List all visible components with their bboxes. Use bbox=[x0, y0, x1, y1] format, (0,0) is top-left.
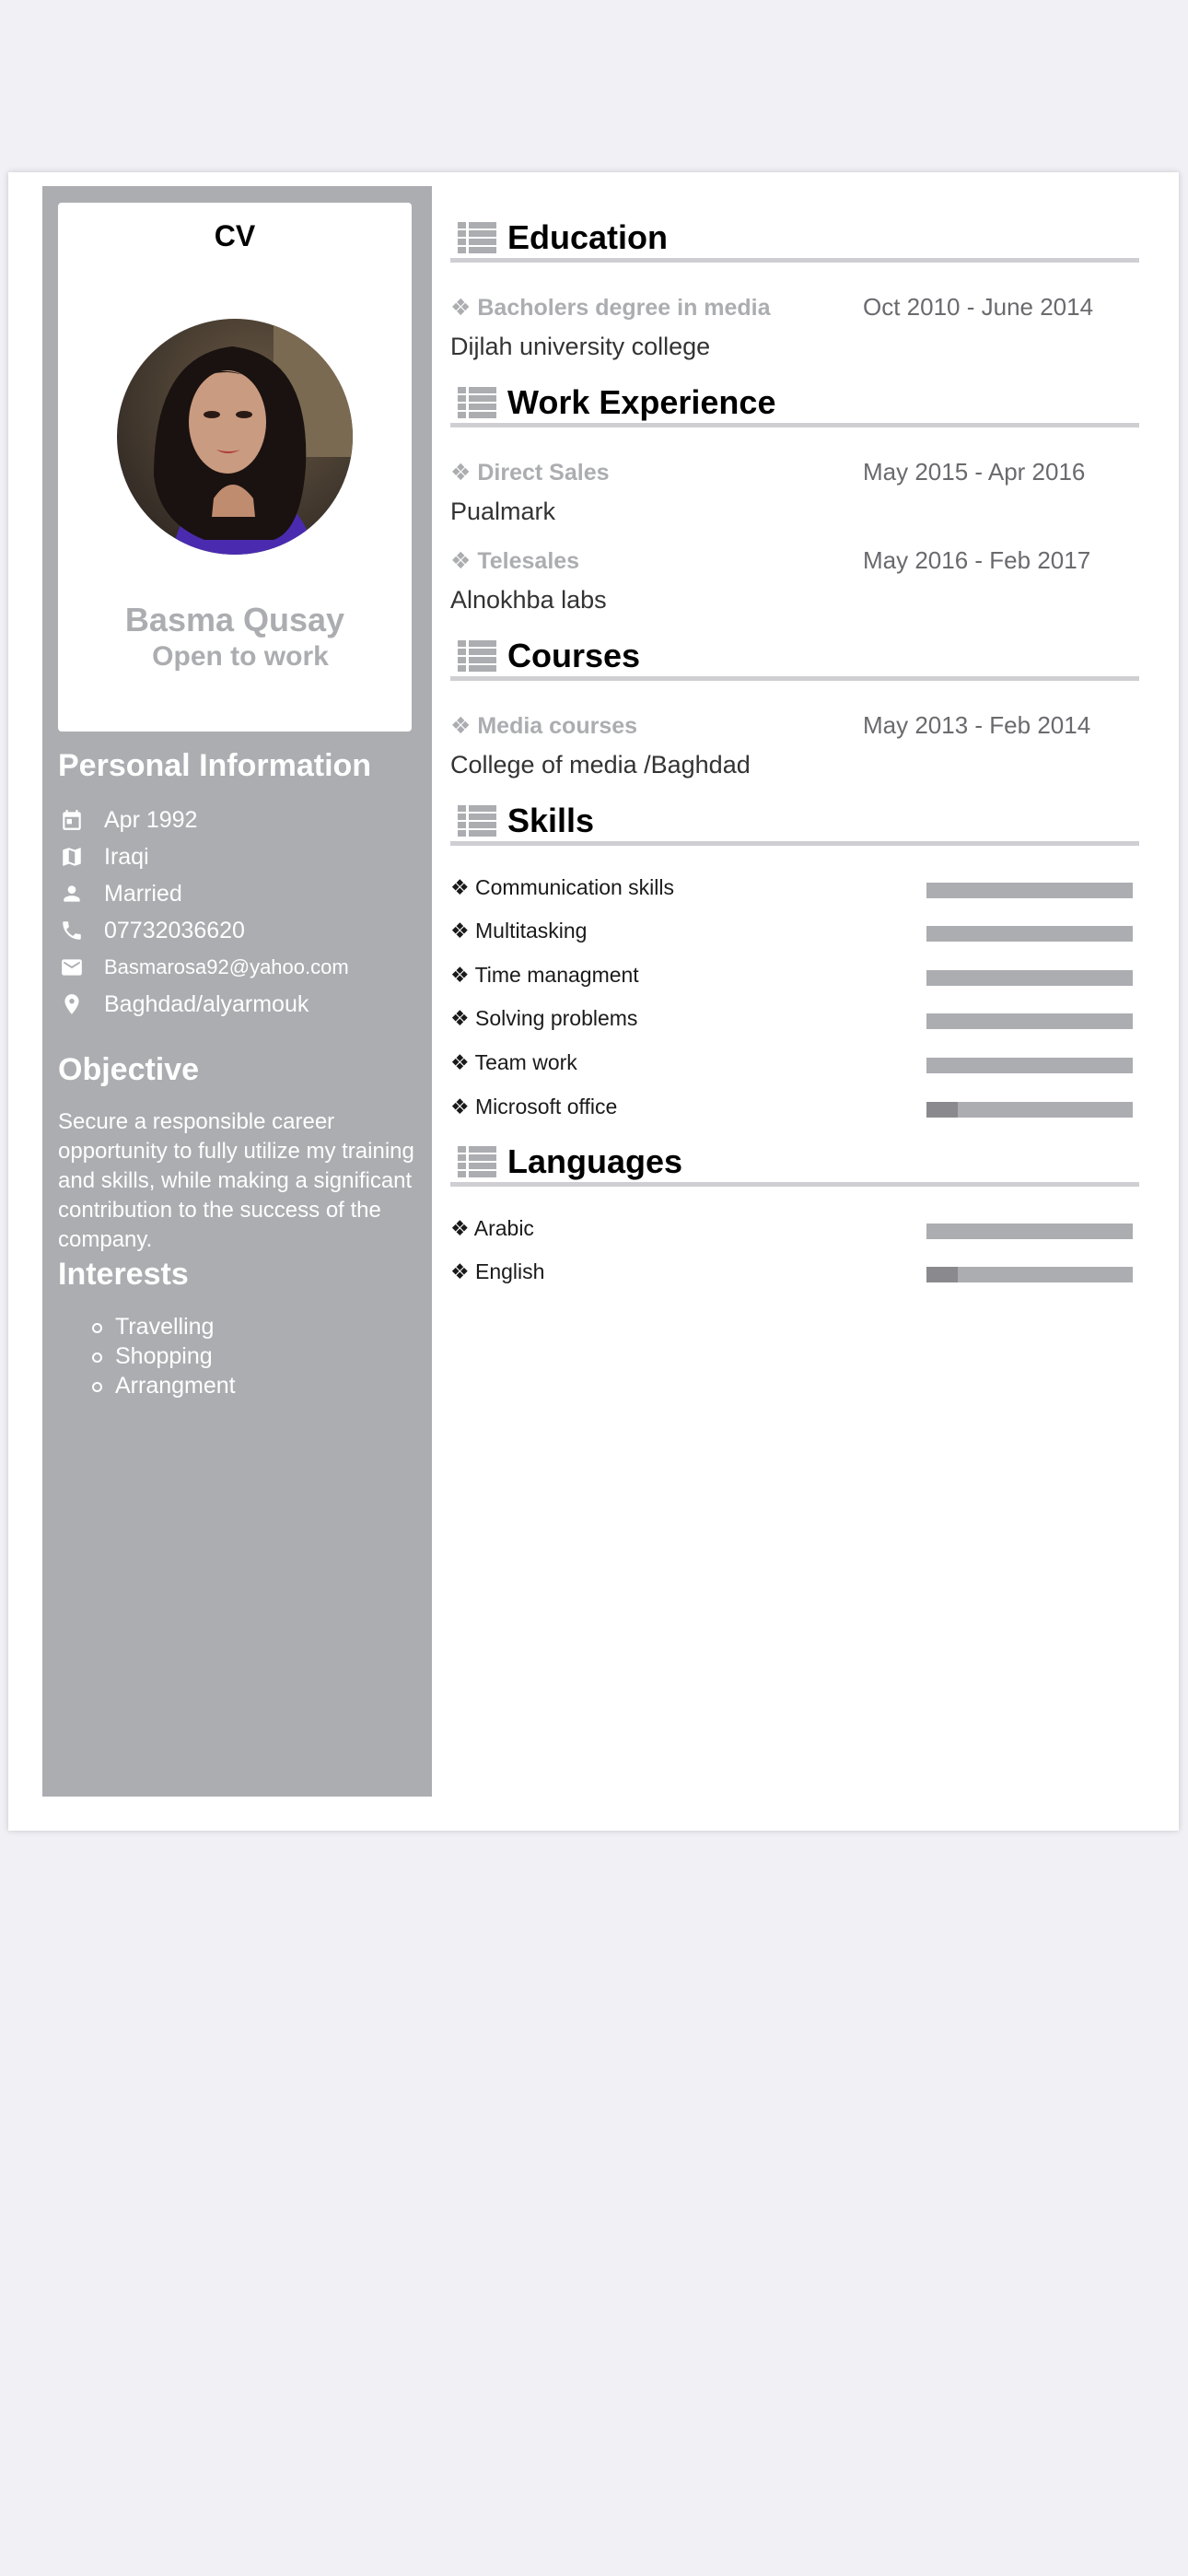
section-title: Courses bbox=[507, 637, 641, 674]
education-entry-date: Oct 2010 - June 2014 bbox=[863, 293, 1094, 321]
list-item: Arrangment bbox=[58, 1371, 236, 1400]
section-divider bbox=[450, 1182, 1139, 1187]
email-value: Basmarosa92@yahoo.com bbox=[104, 955, 349, 978]
email-icon bbox=[58, 954, 86, 981]
skill-bar bbox=[926, 970, 1133, 986]
personal-info-heading: Personal Information bbox=[58, 748, 372, 783]
skill-label: ❖ Team work bbox=[450, 1050, 577, 1074]
skill-bar bbox=[926, 883, 1133, 898]
profile-card bbox=[58, 203, 412, 732]
work-status: Open to work bbox=[152, 641, 329, 672]
section-title: Work Experience bbox=[507, 383, 776, 421]
list-icon bbox=[458, 805, 496, 841]
calendar-icon bbox=[58, 806, 86, 834]
objective-heading: Objective bbox=[58, 1052, 200, 1087]
info-birthdate bbox=[58, 803, 197, 837]
list-icon bbox=[458, 1146, 496, 1182]
course-entry-date: May 2013 - Feb 2014 bbox=[863, 711, 1091, 739]
info-nationality bbox=[58, 840, 149, 873]
section-divider bbox=[450, 258, 1139, 263]
interests-heading: Interests bbox=[58, 1257, 189, 1292]
info-email bbox=[58, 951, 349, 984]
cv-sheet bbox=[8, 172, 1179, 1831]
skill-row bbox=[450, 1093, 1139, 1124]
skill-row bbox=[450, 873, 1139, 905]
language-label: ❖ Arabic bbox=[450, 1216, 534, 1240]
education-entry-title: ❖ Bacholers degree in media bbox=[450, 295, 771, 321]
languages-section-header bbox=[450, 1131, 1139, 1187]
list-icon bbox=[458, 222, 496, 258]
person-icon bbox=[58, 880, 86, 907]
education-section-header bbox=[450, 207, 1139, 263]
location-pin-icon bbox=[58, 990, 86, 1018]
skill-label: ❖ Solving problems bbox=[450, 1006, 638, 1030]
courses-section-header bbox=[450, 626, 1139, 681]
objective-text: Secure a responsible career opportunity to fully utilize my training and skills, while making a significant contribution to the success of the company. bbox=[58, 1109, 414, 1252]
marital-value: Married bbox=[104, 880, 182, 907]
list-item: Shopping bbox=[58, 1341, 236, 1371]
education-entry-org: Dijlah university college bbox=[450, 333, 711, 360]
list-item: Travelling bbox=[58, 1312, 236, 1341]
skill-row bbox=[450, 1048, 1139, 1080]
info-address bbox=[58, 988, 309, 1021]
list-icon bbox=[458, 387, 496, 423]
section-divider bbox=[450, 841, 1139, 846]
skill-bar bbox=[926, 1013, 1133, 1029]
section-title: Skills bbox=[507, 802, 595, 839]
language-label: ❖ English bbox=[450, 1259, 545, 1283]
phone-icon bbox=[58, 917, 86, 944]
work-entry-title: ❖ Direct Sales bbox=[450, 460, 610, 486]
info-marital bbox=[58, 877, 182, 910]
section-title: Languages bbox=[507, 1142, 683, 1180]
course-entry-org: College of media /Baghdad bbox=[450, 751, 751, 779]
section-title: Education bbox=[507, 218, 669, 256]
skill-bar-fill bbox=[926, 1102, 958, 1118]
phone-value: 07732036620 bbox=[104, 917, 245, 943]
language-row bbox=[450, 1214, 1139, 1246]
skill-bar bbox=[926, 1102, 1133, 1118]
language-bar-fill bbox=[926, 1267, 958, 1282]
section-divider bbox=[450, 423, 1139, 427]
skill-bar bbox=[926, 926, 1133, 942]
person-name: Basma Qusay bbox=[124, 601, 345, 638]
work-section-header bbox=[450, 372, 1139, 427]
info-phone bbox=[58, 914, 245, 947]
skill-label: ❖ Multitasking bbox=[450, 919, 588, 943]
address-value: Baghdad/alyarmouk bbox=[104, 990, 309, 1017]
map-icon bbox=[58, 843, 86, 871]
skill-label: ❖ Time managment bbox=[450, 963, 639, 987]
work-entry-org: Alnokhba labs bbox=[450, 586, 607, 614]
birthdate-value: Apr 1992 bbox=[104, 806, 198, 833]
nationality-value: Iraqi bbox=[104, 843, 149, 870]
section-divider bbox=[450, 676, 1139, 681]
cv-title: CV bbox=[214, 219, 256, 252]
work-entry-date: May 2016 - Feb 2017 bbox=[863, 546, 1091, 574]
sidebar bbox=[42, 186, 432, 1797]
language-bar bbox=[926, 1224, 1133, 1239]
work-entry-date: May 2015 - Apr 2016 bbox=[863, 458, 1086, 486]
skill-label: ❖ Communication skills bbox=[450, 875, 675, 899]
list-icon bbox=[458, 640, 496, 676]
skill-row bbox=[450, 917, 1139, 948]
language-bar bbox=[926, 1267, 1133, 1282]
skill-bar bbox=[926, 1058, 1133, 1073]
avatar bbox=[117, 319, 353, 555]
language-row bbox=[450, 1258, 1139, 1289]
course-entry-title: ❖ Media courses bbox=[450, 713, 638, 739]
skill-row bbox=[450, 961, 1139, 992]
skill-label: ❖ Microsoft office bbox=[450, 1095, 618, 1118]
interests-list bbox=[58, 1312, 236, 1400]
skill-row bbox=[450, 1004, 1139, 1036]
skills-section-header bbox=[450, 790, 1139, 846]
work-entry-org: Pualmark bbox=[450, 498, 556, 525]
work-entry-title: ❖ Telesales bbox=[450, 548, 580, 574]
